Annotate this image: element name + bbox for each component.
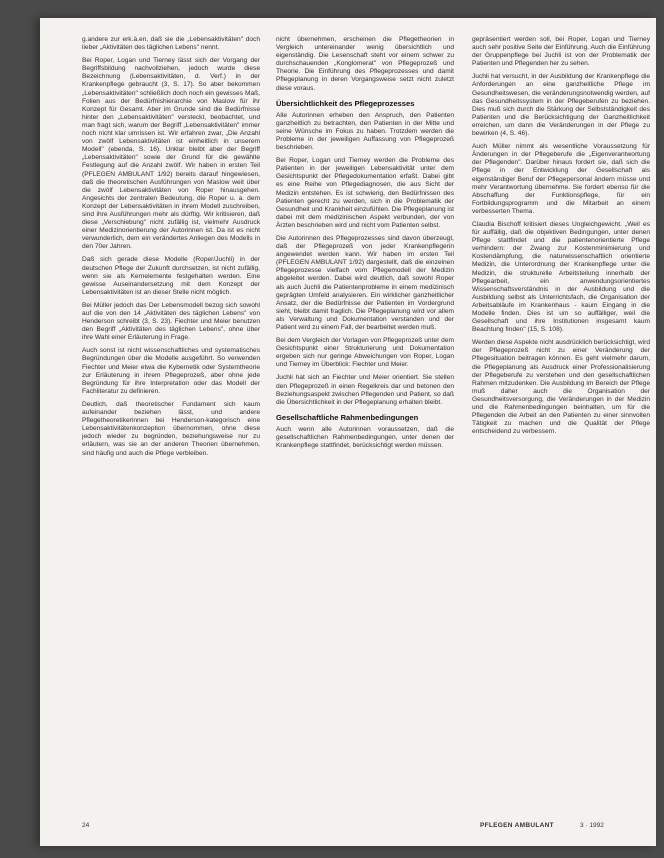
paragraph: Auch Müller nimmt als wesentliche Voraussetzung für Änderungen in der Pflegeberufe die „Eigenverantwortung der Pflegenden". Darüber hinaus fordert sie, daß sich die Pflege in der Entwicklung der Gesellschaft als eigenständiger Beruf der Pflegepersonal ändern müsse und mehr Verantwortung übernehme. Sie fordert ebenso für die Abschaffung der Funktionspflege, für ein Fortbildungsprogramm und die Mitarbeit an einem verbesserten Thema. bbox=[472, 143, 650, 215]
paragraph: Auch wenn alle Autorinnen voraussetzen, daß die gesellschaftlichen Rahmenbedingungen, unter denen der Krankenpflege stattfindet, berücksichtigt werden müssen. bbox=[276, 425, 454, 450]
paragraph: Bei Müller jedoch das Der Lebensmodell bezog sich sowohl auf die von den 14 „Aktivitäten des täglichen Lebens" von Henderson schreibt (3, S. 23). Fiechter und Meier benutzen den Begriff „Aktivitäten des täglichen Lebens", ohne über ihre Wahl einer Erläuterung in Frage. bbox=[82, 301, 260, 342]
paragraph: Bei Roper, Logan und Tierney werden die Probleme des Patienten in der jeweiligen Lebensaktivität unter dem Gesichtspunkt der Pflegedokumentation erfaßt. Dabei gibt es eine Reihe von Pflegediagnosen, die aus Sicht der Medizin entstehen. Es ist schwierig, den Bedürfnissen des Patienten gerecht zu werden, sich in die Problematik der Gesundheit und Krankheit einzufühlen. Die Pflegeplanung ist dabei mit dem medizinischen Aspekt verbunden, der von Ärzten beschrieben wird und nicht vom Patienten selbst. bbox=[276, 157, 454, 229]
text-column-3 bbox=[472, 36, 650, 441]
paragraph: nicht übernehmen, erscheinen die Pflegetheorien in Vergleich untereinander wenig übersichtlich und eigenständig. Die Lesenschaft steht vor einem schwer zu durchschauenden „Konglomerat" von Pflegeprozeß und Theorie. Die Einführung des Pflegeprozesses und damit Pflegeplanung in deren Vorgangsweise setzt nicht zuletzt diese voraus. bbox=[276, 36, 454, 92]
document-page bbox=[40, 18, 656, 846]
section-heading: Übersichtlichkeit des Pflegeprozesses bbox=[276, 98, 415, 108]
text-column-2 bbox=[276, 36, 454, 455]
text-column-1 bbox=[82, 36, 260, 463]
page-number: 24 bbox=[82, 822, 90, 829]
paragraph: Juchli hat sich an Fiechter und Meier orientiert. Sie stellen den Pflegeprozeß in einen Regelkreis dar und betonen den Beziehungsaspekt zwischen Pflegenden und Patient, so daß die Übersichtlichkeit in der Pflegeplanung erhalten bleibt. bbox=[276, 374, 454, 406]
paragraph: Alle Autorinnen erheben den Anspruch, den Patienten ganzheitlich zu betrachten, den Patienten in der Mitte und seine Wünsche im Fokus zu haben. Trotzdem werden die Probleme in der jeweiligen Auffassung von Pflegeprozeß beschrieben. bbox=[276, 111, 454, 152]
paragraph: Die Autorinnen des Pflegeprozesses sind davon überzeugt, daß der Pflegeprozeß von jeder Krankenpflegerin angewendet werden kann. Wir haben im ersten Teil (PFLEGEN AMBULANT 1/92) dargestellt, daß die einzelnen Pflegeprozesse vielfach vom Pflegemodell der Medizin abgeleitet werden. Dabei wird deutlich, daß sowohl Roper als auch Juchli die Patientenprobleme in einem medizinisch geprägten Umfeld analysieren. Ein wirklicher ganzheitlicher Ansatz, der die Bedürfnisse der Patienten im Vordergrund sieht, bleibt damit fraglich. Die Pflegeplanung wird vor allem als Verwaltung und Dokumentation verstanden und der Patient wird zu einem Fall, der bearbeitet werden muß. bbox=[276, 234, 454, 331]
issue-label: 3 · 1992 bbox=[580, 822, 604, 829]
paragraph: Claudia Bischoff kritisiert dieses Ungleichgewicht. „Weil es für auffällig, daß die objektiven Bedingungen, unter denen Pflege stattfindet und die patientenorientierte Pflege verhindern: der Zwang zur Kostenminimierung und Kostendämpfung, die naturwissenschaftlich orientierte Medizin, die Unterordnung der Krankenpflege unter die Medizin, die strukturelle Arbeitsteilung innerhalb der Pflegearbeit, ein anwendungsorientiertes Wissenschaftsverständnis in der Ausbildung und die Ausbildung selbst als Unterrichtsfach, die Organisation der Arbeitsabläufe im Krankenhaus - kaum Eingang in die Modelle finden. Dies ist um so auffälliger, weil die Gesellschaft und ihre Institutionen insgesamt kaum Beachtung finden" (15, S. 108). bbox=[472, 220, 650, 334]
paragraph: gepräsentiert werden soll, bei Roper, Logan und Tierney auch sehr positive Seite der Einführung. Auch die Einführung der Gruppenpflege bei Juchli ist von der Problematik der Patienten und Pflegenden her zu sehen. bbox=[472, 36, 650, 68]
paragraph: Auch sonst ist nicht wissenschaftliches und systematisches Begründungen über die Modelle ausgeführt. So verwenden Fiechter und Meier etwa die Kybernetik oder Systemtheorie zur Erläuterung in ihrem Pflegeprozeß, aber ohne jede Begründung für ihre Interpretation oder das Modell der Fachliteratur zu definieren. bbox=[82, 347, 260, 395]
paragraph: Bei Roper, Logan und Tierney lässt sich der Vorgang der Begriffsbildung nachvollziehen, jedoch wurde diese Bezeichnung (Lebensaktivitäten, d. Verf.) in der Krankenpflege gebraucht (3, S. 17). So aber bekommen „Lebensaktivitäten" schließlich doch noch ein gewisses Maß, Folien aus der Bedürfnishierarchie von Maslow für ihr Konzept für Gesamt. Aber im Grunde sind die Bedürfnisse hinter den „Lebensaktivitäten" versteckt, beobachtet, und man fragt sich, warum der Begriff „Lebensaktivitäten" immer noch nicht klar umrissen ist. Wir erfahren zwar, „Die Anzahl von zwölf Lebensaktivitäten ist einheitlich in unserem Modell" (ebenda, S. 16). Unklar bleibt aber der Begriff „Lebensaktivitäten" sowie der Grund für die gewählte Festlegung auf die Anzahl zwölf. Wir haben in ersten Teil (PFLEGEN AMBULANT 1/92) bereits darauf hingewiesen, daß die theoretischen Ausführungen von Maslow weit über die zwölf Lebensaktivitäten von Roper hinausgehen. Angesichts der zentralen Bedeutung, die Roper u. a. dem Konzept der Lebensaktivitäten in ihrem Modell zuschreiben, sind ihre Ausführungen mehr als dürftig. Wir kritisieren, daß diese „Verschiebung" nicht zufällig ist, vielmehr Ausdruck einer Medizinorientierung der Autorinnen ist. Da ist es nicht verwunderlich, dem ein verändertes Anliegen des Modells in den 70er Jahren. bbox=[82, 57, 260, 251]
section-heading: Gesellschaftliche Rahmenbedingungen bbox=[276, 412, 419, 422]
paragraph: Deutlich, daß theoretischer Fundament sich kaum aufeinander beziehen lässt, und andere Pflegetheoretikerinnen bei Henderson-kategorisch eine Lebensaktivitätenkonzeption übernommen, ohne diese jedoch wieder zu begründen, beziehungsweise nur zu erläutern, was sie an der anderen Theorien übernehmen, sind häufig und auch die Pflege verbleiben. bbox=[82, 400, 260, 457]
paragraph: g.andere zur erk.ä.en, daß sie die „Lebensaktivitäten" doch lieber „Aktivitäten des täglichen Lebens" nennt. bbox=[82, 36, 260, 52]
paragraph: Daß sich gerade diese Modelle (Roper/Juchli) in der deutschen Pflege der Zukunft durchsetzen, ist nicht zufällig, wenn sie als Kernelemente festgehalten werden. Eine gewisse Auseinandersetzung mit dem Konzept der Lebensaktivitäten ist an dieser Stelle nicht möglich. bbox=[82, 256, 260, 296]
journal-name: PFLEGEN AMBULANT bbox=[480, 822, 554, 829]
paragraph: Bei dem Vergleich der Vorlagen von Pflegeprozeß unter dem Gesichtspunkt einer Strukturierung und Dokumentation ergeben sich nur geringe Abweichungen von Roper, Logan und Tierney im Überblick: Fiechter und Meier. bbox=[276, 337, 454, 369]
paragraph: Juchli hat versucht, in der Ausbildung der Krankenpflege die Anforderungen an eine ganzheitliche Pflege im Gesundheitswesen, die veränderungsnotwendig werden, auf das Gesundheitssystem in der Pflegeberufen zu beziehen. Dies muß sich durch die Stärkung der Selbstständigkeit des Patienten und die Berücksichtigung der Ganzheitlichkeit erreichen, um dann die Veränderungen in der Pflege zu bewirken (4, S. 46). bbox=[472, 73, 650, 138]
paragraph: Werden diese Aspekte nicht ausdrücklich berücksichtigt, wird der Pflegeprozeß nicht zu einer Veränderung der Pflegesituation beitragen können. Es geht vielmehr darum, die Pflegeplanung als Ausdruck einer Professionalisierung der Pflegeberufe zu verstehen und den gesellschaftlichen Rahmen mitzudenken. Die Ausbildung im Bereich der Pflege muß daher auch die Organisation der Gesundheitsversorgung, die Veränderungen in der Medizin und die Rahmenbedingungen beinhalten, um für die Pflegenden die Arbeit an den Patienten zu einer sinnvollen Tätigkeit zu machen und die Qualität der Pflege entscheidend zu verbessern. bbox=[472, 339, 650, 436]
